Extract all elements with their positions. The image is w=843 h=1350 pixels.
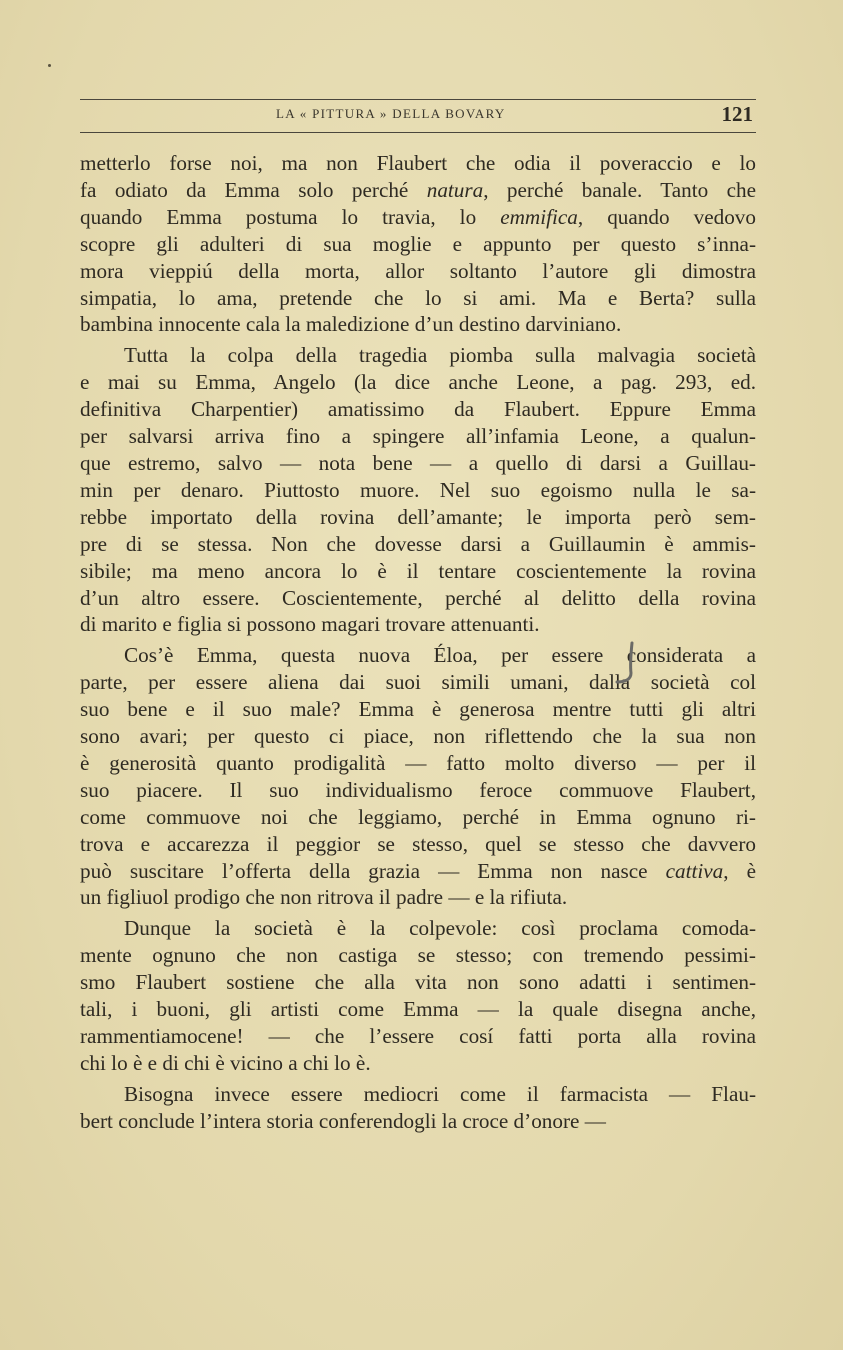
text-line: [80, 231, 756, 258]
text-run: metterlo forse noi, ma non Flaubert che odia il poveraccio e lo: [80, 151, 756, 175]
paper-speck: [48, 64, 51, 67]
text-run: chi lo è e di chi è vicino a chi lo è.: [80, 1050, 371, 1075]
text-run: d’un altro essere. Coscientemente, perché al delitto della rovina: [80, 585, 756, 610]
text-run: Bisogna invece essere mediocri come il farmacista — Flau-: [124, 1081, 756, 1106]
text-line: [80, 831, 756, 858]
body-text: [80, 150, 756, 1135]
text-run: mora vieppiú della morta, allor soltanto l’autore gli dimostra: [80, 258, 756, 283]
italic-text: cattiva: [665, 858, 724, 883]
text-line: [80, 777, 756, 804]
text-run: come commuove noi che leggiamo, perché in Emma ognuno ri-: [80, 804, 756, 829]
text-line: [80, 396, 756, 423]
paragraph: [80, 642, 756, 911]
text-run: definitiva Charpentier) amatissimo da Flaubert. Eppure Emma: [80, 397, 756, 422]
text-run: per salvarsi arriva fino a spingere all’infamia Leone, a qualun-: [80, 424, 756, 449]
text-line: [80, 504, 756, 531]
text-run: è generosità quanto prodigalità — fatto molto diverso — per il: [80, 750, 756, 775]
text-run: que estremo, salvo — nota bene — a quello di darsi a Guillau-: [80, 450, 756, 475]
text-run: rammentiamocene! — che l’essere cosí fatti porta alla rovina: [80, 1024, 756, 1048]
paragraph: [80, 342, 756, 638]
header-rule-top: [80, 99, 756, 100]
text-line: [80, 750, 756, 777]
text-line: [80, 969, 756, 996]
text-run: Dunque la società è la colpevole: così proclama comoda-: [124, 916, 756, 941]
text-run: simpatia, lo ama, pretende che lo si ami. Ma e Berta? sulla: [80, 285, 756, 310]
text-run: parte, per essere aliena dai suoi simili umani, dalla società col: [80, 670, 756, 695]
text-run: tali, i buoni, gli artisti come Emma — la quale disegna anche,: [80, 997, 756, 1022]
text-line: [80, 585, 756, 612]
paragraph: [80, 915, 756, 1076]
text-run: min per denaro. Piuttosto muore. Nel suo egoismo nulla le sa-: [80, 477, 756, 502]
text-line: [80, 996, 756, 1023]
text-line: [80, 558, 756, 585]
text-line: [80, 884, 756, 911]
paragraph: [80, 150, 756, 338]
text-line: [80, 285, 756, 312]
text-run: Tutta la colpa della tragedia piomba sulla malvagia società: [124, 343, 756, 368]
text-run: può suscitare l’offerta della grazia — Emma non nasce: [80, 858, 666, 883]
text-line: [80, 804, 756, 831]
text-line: [80, 150, 756, 177]
text-run: Cos’è Emma, questa nuova Éloa, per essere considerata a: [124, 643, 756, 668]
text-run: sibile; ma meno ancora lo è il tentare coscientemente la rovina: [80, 558, 756, 583]
text-line: [80, 369, 756, 396]
text-line: [80, 342, 756, 369]
text-run: pre di se stessa. Non che dovesse darsi a Guillaumin è ammis-: [80, 531, 756, 556]
italic-text: natura: [426, 177, 484, 202]
header-rule-bottom: [80, 132, 756, 133]
text-line: [80, 1023, 756, 1050]
text-run: bambina innocente cala la maledizione d’un destino darviniano.: [80, 312, 622, 337]
text-run: suo piacere. Il suo individualismo feroce commuove Flaubert,: [80, 777, 756, 802]
text-run: , è: [723, 858, 756, 883]
running-title: LA « PITTURA » DELLA BOVARY: [276, 106, 506, 121]
text-line: [80, 204, 756, 231]
text-run: suo bene e il suo male? Emma è generosa mentre tutti gli altri: [80, 697, 756, 722]
text-run: e mai su Emma, Angelo (la dice anche Leone, a pag. 293, ed.: [80, 370, 756, 395]
italic-text: emmifica: [500, 204, 578, 229]
page-number: 121: [721, 102, 753, 126]
text-line: [80, 177, 756, 204]
text-run: mente ognuno che non castiga se stesso; con tremendo pessimi-: [80, 943, 756, 968]
text-line: [80, 942, 756, 969]
text-line: [80, 723, 756, 750]
text-line: [80, 915, 756, 942]
text-line: [80, 858, 756, 885]
text-line: [80, 531, 756, 558]
text-run: rebbe importato della rovina dell’amante; le importa però sem-: [80, 504, 756, 529]
text-run: sono avari; per questo ci piace, non riflettendo che la sua non: [80, 724, 756, 749]
text-run: , perché banale. Tanto che: [483, 177, 757, 202]
running-header: [80, 99, 756, 134]
text-line: [80, 669, 756, 696]
text-run: scopre gli adulteri di sua moglie e appunto per questo s’inna-: [80, 231, 756, 256]
text-run: trova e accarezza il peggior se stesso, quel se stesso che davvero: [80, 831, 756, 856]
text-run: un figliuol prodigo che non ritrova il padre — e la rifiuta.: [80, 885, 568, 910]
text-line: [80, 258, 756, 285]
paragraph: [80, 1081, 756, 1135]
text-line: [80, 423, 756, 450]
text-run: di marito e figlia si possono magari trovare attenuanti.: [80, 612, 540, 637]
text-line: [80, 311, 756, 338]
text-line: [80, 611, 756, 638]
text-line: [80, 1108, 756, 1135]
text-line: [80, 477, 756, 504]
text-run: quando Emma postuma lo travia, lo: [80, 204, 501, 229]
text-line: [80, 696, 756, 723]
text-line: [80, 642, 756, 669]
text-line: [80, 1050, 756, 1077]
text-line: [80, 1081, 756, 1108]
text-run: , quando vedovo: [577, 204, 756, 229]
text-run: bert conclude l’intera storia conferendogli la croce d’onore —: [80, 1108, 606, 1133]
text-run: smo Flaubert sostiene che alla vita non sono adatti i sentimen-: [80, 970, 756, 995]
text-line: [80, 450, 756, 477]
text-run: fa odiato da Emma solo perché: [80, 177, 427, 202]
